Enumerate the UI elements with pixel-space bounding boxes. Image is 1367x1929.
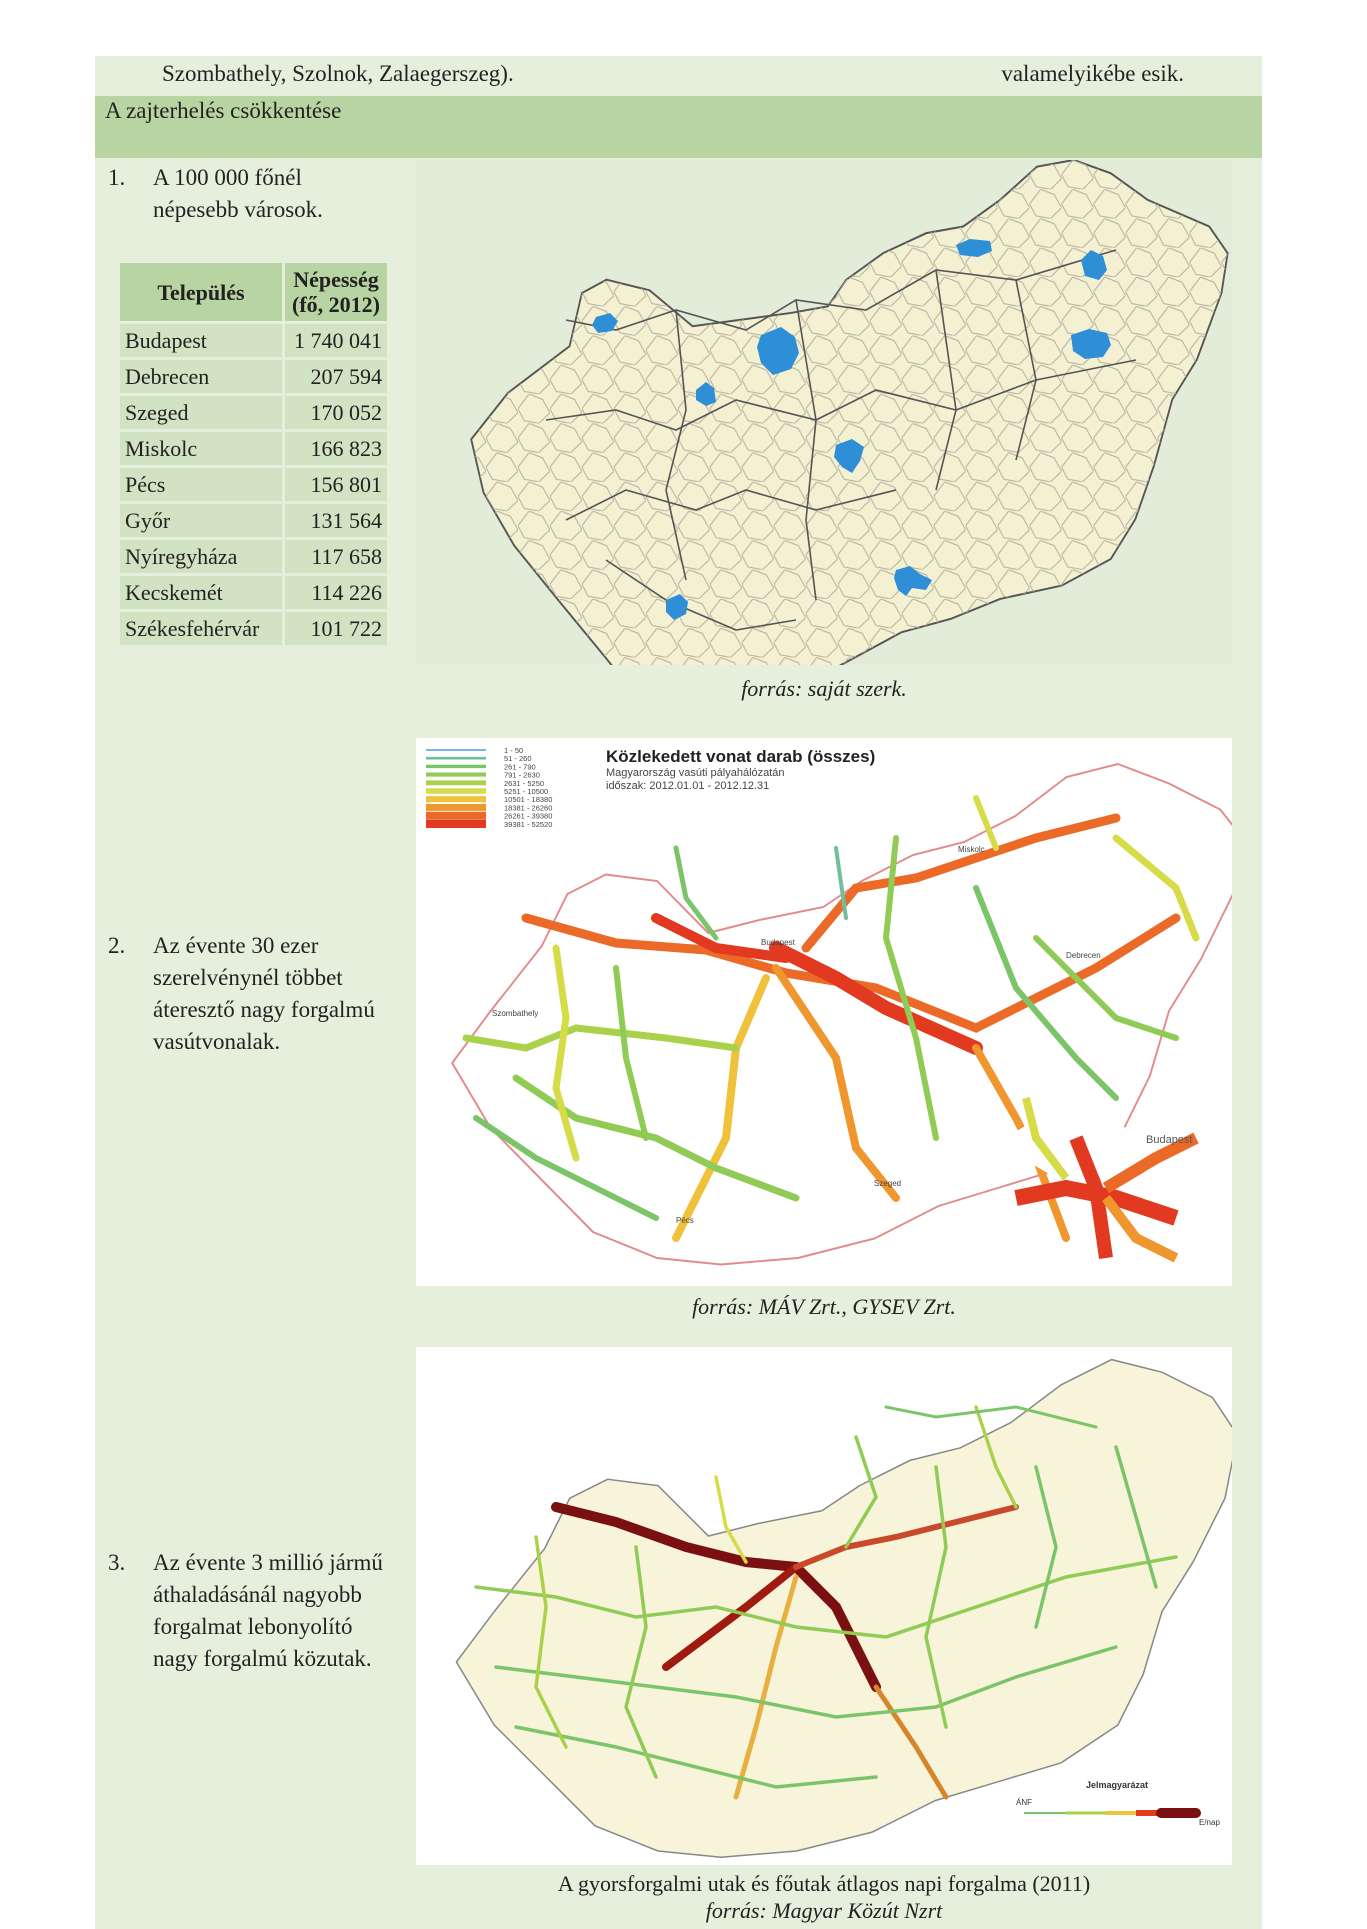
cell-name: Székesfehérvár	[120, 612, 285, 645]
section-title: A zajterhelés csökkentése	[105, 98, 342, 123]
cell-name: Pécs	[120, 468, 285, 501]
city-map	[416, 160, 1232, 665]
rail-legend-label: 18381 - 26260	[504, 803, 553, 813]
rail-legend-label: 791 - 2630	[504, 770, 540, 780]
rail-legend-label: 39381 - 52520	[504, 819, 553, 829]
table-row	[120, 576, 390, 609]
rail-city-label: Pécs	[676, 1216, 694, 1225]
table-row	[120, 504, 390, 537]
list-item-number: 1.	[108, 165, 126, 190]
map3-caption-title: A gyorsforgalmi utak és főutak átlagos napi forgalma (2011)	[557, 1871, 1091, 1896]
road-legend-right: E/nap	[1199, 1818, 1220, 1827]
road-legend-title: Jelmagyarázat	[1086, 1780, 1149, 1790]
table-row	[120, 540, 390, 573]
road-legend	[1016, 1780, 1220, 1827]
cell-name: Kecskemét	[120, 576, 285, 609]
cell-value: 131 564	[285, 504, 390, 537]
rail-legend-label: 10501 - 18380	[504, 795, 553, 805]
cell-value: 166 823	[285, 432, 390, 465]
cell-value: 117 658	[285, 540, 390, 573]
table-row	[120, 612, 390, 645]
cell-value: 156 801	[285, 468, 390, 501]
continuation-left-text: Szombathely, Szolnok, Zalaegerszeg).	[162, 61, 514, 86]
table-row	[120, 396, 390, 429]
road-legend-left: ÁNF	[1016, 1798, 1032, 1807]
road-map	[416, 1347, 1232, 1865]
cell-name: Budapest	[120, 324, 285, 357]
rail-legend-label: 2631 - 5250	[504, 778, 545, 788]
table-header-row	[120, 263, 390, 321]
rail-city-label: Debrecen	[1066, 951, 1101, 960]
rail-legend-title: Közlekedett vonat darab (összes)	[606, 747, 876, 766]
rail-city-label: Miskolc	[958, 845, 985, 854]
table-row	[120, 324, 390, 357]
section-header	[95, 96, 1262, 158]
rail-legend	[426, 746, 875, 829]
list-item-text: A 100 000 főnél népesebb városok.	[153, 165, 323, 222]
header-settlement: Település	[120, 263, 285, 321]
rail-city-label: Szombathely	[492, 1009, 539, 1018]
rail-legend-label: 26261 - 39380	[504, 811, 553, 821]
rail-map	[416, 738, 1232, 1286]
hungary-outline	[471, 160, 1227, 665]
cell-value: 1 740 041	[285, 324, 390, 357]
map1-caption: forrás: saját szerk.	[741, 676, 907, 701]
list-item-text: Az évente 3 millió jármű áthaladásánál nagyobb forgalmat lebonyolító nagy forgalmú közutak.	[153, 1550, 383, 1671]
header-population: Népesség (fő, 2012)	[285, 263, 390, 321]
cell-value: 101 722	[285, 612, 390, 645]
table-row	[120, 468, 390, 501]
rail-legend-period: időszak: 2012.01.01 - 2012.12.31	[606, 780, 770, 792]
cell-name: Debrecen	[120, 360, 285, 393]
list-item-number: 3.	[108, 1550, 126, 1575]
cell-name: Miskolc	[120, 432, 285, 465]
rail-legend-label: 51 - 260	[504, 754, 532, 764]
cell-name: Szeged	[120, 396, 285, 429]
list-item-number: 2.	[108, 933, 126, 958]
rail-city-label: Budapest	[761, 938, 795, 947]
cell-name: Győr	[120, 504, 285, 537]
cell-value: 170 052	[285, 396, 390, 429]
table-row	[120, 360, 390, 393]
rail-city-label: Szeged	[874, 1179, 902, 1188]
road-map-svg	[416, 1347, 1232, 1865]
rail-legend-label: 261 - 790	[504, 762, 536, 772]
cell-value: 114 226	[285, 576, 390, 609]
continuation-right-text: valamelyikébe esik.	[1001, 61, 1184, 86]
continuation-row	[95, 56, 1262, 96]
inset-label: Budapest	[1146, 1134, 1193, 1146]
rail-map-svg	[416, 738, 1232, 1286]
cell-value: 207 594	[285, 360, 390, 393]
rail-legend-label: 5251 - 10500	[504, 787, 549, 796]
cell-name: Nyíregyháza	[120, 540, 285, 573]
rail-legend-subtitle: Magyarország vasúti pályahálózatán	[606, 767, 785, 779]
table-row	[120, 432, 390, 465]
population-table	[120, 260, 390, 648]
map2-caption: forrás: MÁV Zrt., GYSEV Zrt.	[692, 1294, 956, 1319]
map3-caption-source: forrás: Magyar Közút Nzrt	[705, 1898, 943, 1923]
rail-legend-label: 1 - 50	[504, 746, 524, 755]
list-item-text: Az évente 30 ezer szerelvénynél többet áteresztő nagy forgalmú vasútvonalak.	[153, 933, 375, 1054]
city-map-svg	[416, 160, 1232, 665]
